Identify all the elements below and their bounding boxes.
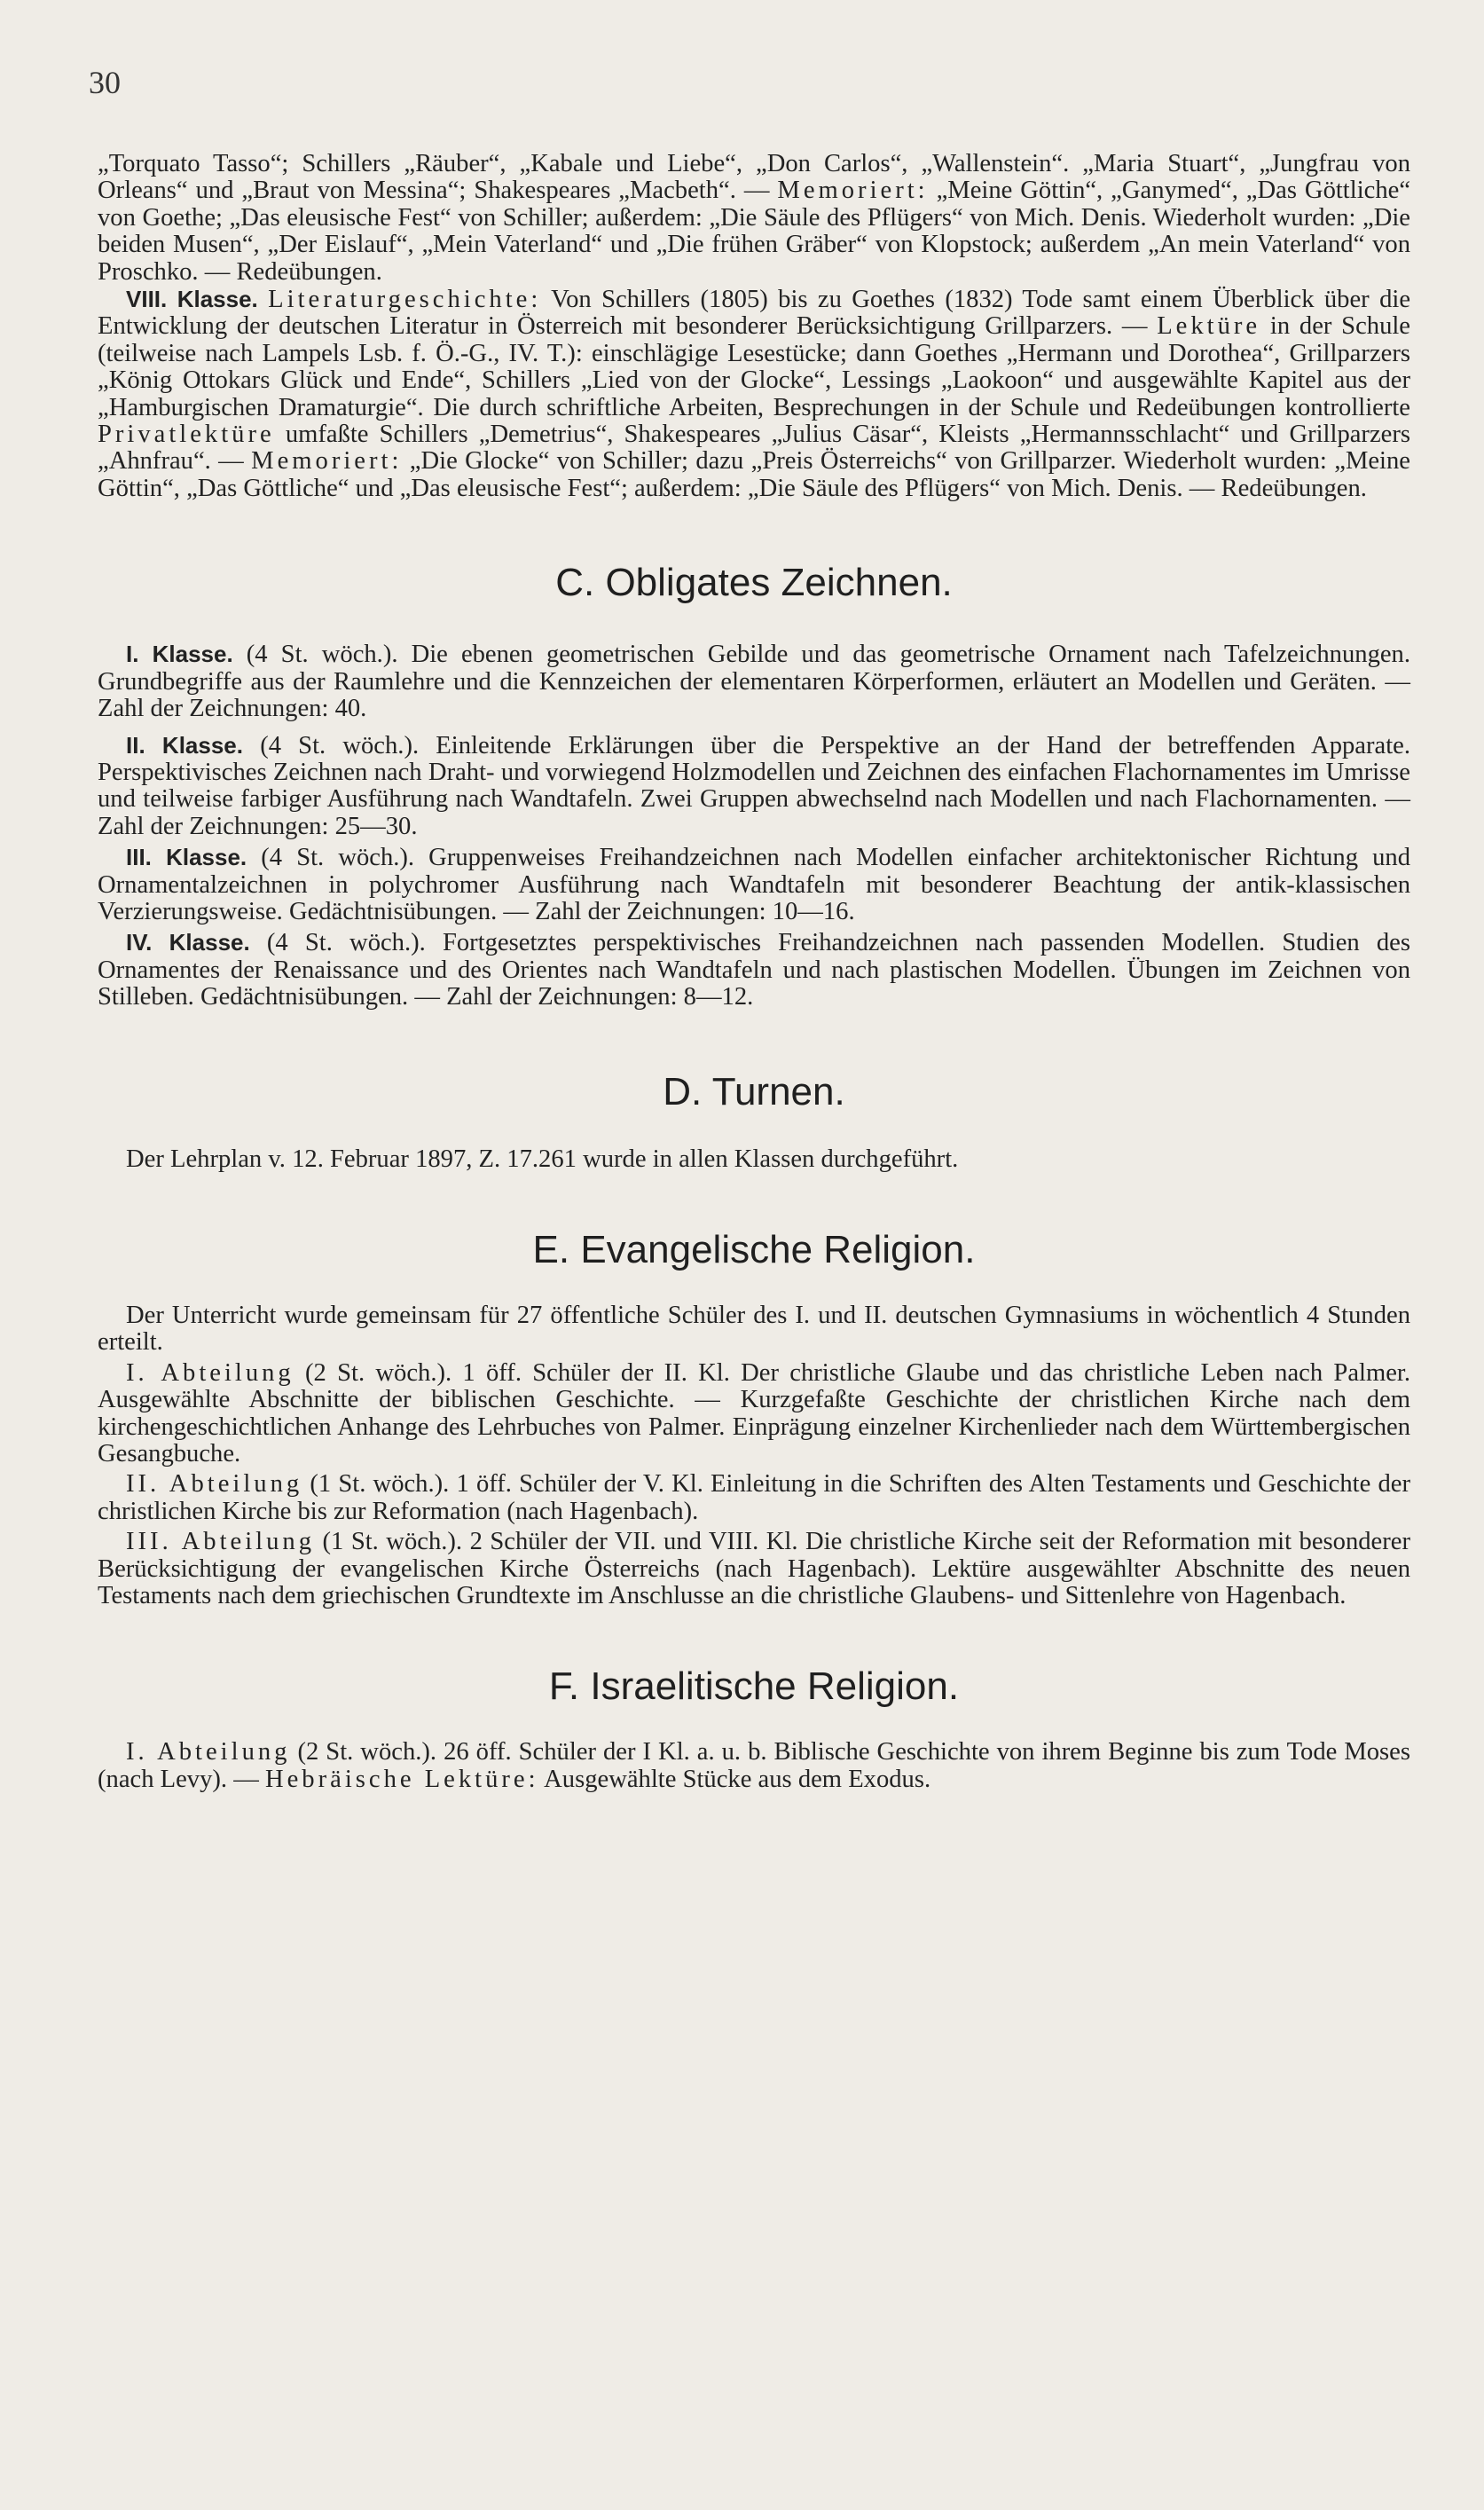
literaturgeschichte-label: Literaturgeschichte: [268, 286, 542, 314]
section-d-text: Der Lehrplan v. 12. Februar 1897, Z. 17.261 wurde in allen Klassen durchgeführt. [126, 1145, 959, 1173]
klasse-label: IV. Klasse. [126, 929, 250, 956]
klasse-viii-label: VIII. Klasse. [126, 286, 258, 313]
section-f-title: F. Israelitische Religion. [548, 1664, 960, 1709]
klasse-label: III. Klasse. [126, 844, 247, 871]
klasse-label: II. Klasse. [126, 731, 243, 759]
klasse-label: I. Klasse. [126, 641, 233, 668]
abteilung-label: III. Abteilung [126, 1528, 315, 1556]
section-c-item: II. Klasse. (4 St. wöch.). Einleitende Erklärungen über die Perspektive an der Hand der betreffenden Apparate. Perspektivisches Zeichnen nach Draht- und vorwiegend Holzmodellen und Zeichnen des einfachen Flachornamentes im Umrisse und teilweise farbiger Ausführung nach Wandtafeln. Zwei Gruppen abwechselnd nach Modellen und nach Flachornamenten. — Zahl der Zeichnungen: 25—30. [98, 731, 1410, 840]
section-c-item: I. Klasse. (4 St. wöch.). Die ebenen geometrischen Gebilde und das geometrische Ornament nach Tafelzeichnungen. Grundbegriffe aus der Raumlehre und die Kennzeichen der elementaren Körperformen, erläutert an Modellen und Geräten. — Zahl der Zeichnungen: 40. [98, 641, 1410, 723]
page-number: 30 [89, 65, 121, 100]
privatlektuere-label: Privatlektüre [98, 421, 275, 449]
page-content [98, 151, 1410, 1793]
section-c-item: IV. Klasse. (4 St. wöch.). Fortgesetztes perspektivisches Freihandzeichnen nach passenden Modellen. Studien des Ornamentes der Renaissance und des Orientes nach Wandtafeln und nach plastischen Modellen. Übungen im Zeichnen von Stilleben. Gedächtnisübungen. — Zahl der Zeichnungen: 8—12. [98, 929, 1410, 1011]
abteilung-item: III. Abteilung (1 St. wöch.). 2 Schüler der VII. und VIII. Kl. Die christliche Kirche seit der Reformation mit besonderer Berücksichtigung der evangelischen Kirche Österreichs (nach Hagenbach). Lektüre ausgewählter Abschnitte des neuen Testaments nach dem griechischen Grundtexte im Anschlusse an die christliche Glaubens- und Sittenlehre von Hagenbach. [98, 1528, 1410, 1610]
memoriert-label: Memoriert: [251, 447, 403, 476]
intro-paragraph: „Torquato Tasso“; Schillers „Räuber“, „Kabale und Liebe“, „Don Carlos“, „Wallenstein“. „Maria Stuart“, „Jungfrau von Orleans“ und „Braut von Messina“; Shakespeares „Macbeth“. — Memoriert: „Meine Göttin“, „Ganymed“, „Das Göttliche“ von Goethe; „Das eleusische Fest“ von Schiller; außerdem: „Die Säule des Pflügers“ von Mich. Denis. Wiederholt wurden: „Die beiden Musen“, „Der Eislauf“, „Mein Vaterland“ und „Die frühen Gräber“ von Klopstock; außerdem „An mein Vaterland“ von Proschko. — Redeübungen. [98, 150, 1411, 286]
abteilung-item: II. Abteilung (1 St. wöch.). 1 öff. Schüler der V. Kl. Einleitung in die Schriften des Alten Testaments und Geschichte der christlichen Kirche bis zur Reformation (nach Hagenbach). [98, 1470, 1410, 1525]
memoriert-label: Memoriert: [777, 177, 929, 205]
section-c-title: C. Obligates Zeichnen. [555, 561, 953, 605]
section-d-title: D. Turnen. [663, 1069, 845, 1113]
section-f-text: I. Abteilung (2 St. wöch.). 26 öff. Schüler der I Kl. a. u. b. Biblische Geschichte von ihrem Beginne bis zum Tode Moses (nach Levy). — Hebräische Lektüre: Ausgewählte Stücke aus dem Exodus. [98, 1738, 1410, 1793]
section-e-intro: Der Unterricht wurde gemeinsam für 27 öffentliche Schüler des I. und II. deutschen Gymnasiums in wöchentlich 4 Stunden erteilt. [98, 1301, 1410, 1357]
abteilung-label: I. Abteilung [126, 1358, 294, 1387]
abteilung-label: I. Abteilung [126, 1738, 291, 1766]
abteilung-item: I. Abteilung (2 St. wöch.). 1 öff. Schüler der II. Kl. Der christliche Glaube und das christliche Leben nach Palmer. Ausgewählte Abschnitte der biblischen Geschichte. — Kurzgefaßte Geschichte der christlichen Kirche nach dem kirchengeschichtlichen Anhange des Lehrbuches von Palmer. Einprägung einzelner Kirchenlieder nach dem Württembergischen Gesangbuche. [98, 1358, 1410, 1467]
lektuere-label: Lektüre [1157, 312, 1261, 341]
klasse-viii-paragraph: VIII. Klasse. Literaturgeschichte: Von Schillers (1805) bis zu Goethes (1832) Tode samt einem Überblick über die Entwicklung der deutschen Literatur in Österreich mit besonderer Berücksichtigung Grillparzers. — Lektüre in der Schule (teilweise nach Lampels Lsb. f. Ö.-G., IV. T.): einschlägige Lesestücke; dann Goethes „Hermann und Dorothea“, Grillparzers „König Ottokars Glück und Ende“, Schillers „Lied von der Glocke“, Lessings „Laokoon“ und ausgewählte Kapitel aus der „Hamburgischen Dramaturgie“. Die durch schriftliche Arbeiten, Besprechungen in der Schule und Redeübungen kontrollierte Privatlektüre umfaßte Schillers „Demetrius“, Shakespeares „Julius Cäsar“, Kleists „Hermannsschlacht“ und Grillparzers „Ahnfrau“. — Memoriert: „Die Glocke“ von Schiller; dazu „Preis Österreichs“ von Grillparzer. Wiederholt wurden: „Meine Göttin“, „Das Göttliche“ und „Das eleusische Fest“; außerdem: „Die Säule des Pflügers“ von Mich. Denis. — Redeübungen. [98, 286, 1411, 502]
hebraeische-lektuere-label: Hebräische Lektüre: [264, 1765, 539, 1793]
section-e-title: E. Evangelische Religion. [532, 1227, 976, 1271]
abteilung-label: II. Abteilung [126, 1470, 303, 1499]
section-c-item: III. Klasse. (4 St. wöch.). Gruppenweises Freihandzeichnen nach Modellen einfacher architektonischer Richtung und Ornamentalzeichnen in polychromer Ausführung nach Wandtafeln mit besonderer Beachtung der antik-klassischen Verzierungsweise. Gedächtnisübungen. — Zahl der Zeichnungen: 10—16. [98, 844, 1411, 925]
